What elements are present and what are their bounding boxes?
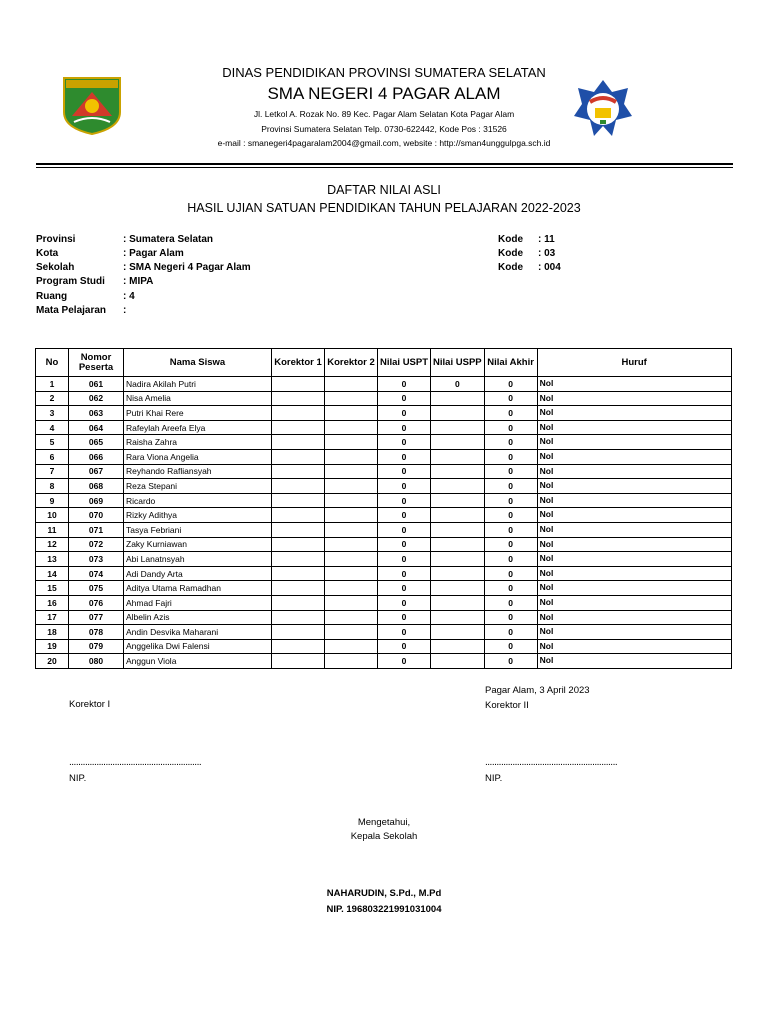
cell-nilai-uspt: 0: [378, 537, 431, 552]
table-row: [36, 552, 732, 567]
cell-nilai-uspp: [431, 479, 485, 494]
cell-korektor-1: [272, 449, 325, 464]
cell-korektor-2: [325, 377, 378, 392]
cell-huruf: Nol: [537, 639, 731, 654]
principal-name: NAHARUDIN, S.Pd., M.Pd: [326, 888, 442, 899]
address-line: Jl. Letkol A. Rozak No. 89 Kec. Pagar Alam Selatan Kota Pagar Alam: [253, 109, 515, 119]
cell-no: 19: [36, 639, 69, 654]
cell-nomor-peserta: 071: [69, 522, 124, 537]
cell-korektor-2: [325, 552, 378, 567]
info-value: : SMA Negeri 4 Pagar Alam: [123, 262, 251, 273]
cell-korektor-2: [325, 464, 378, 479]
col-header-nilai-uspt: Nilai USPT: [378, 349, 431, 377]
cell-nilai-uspt: 0: [378, 479, 431, 494]
table-row: [36, 377, 732, 392]
cell-no: 11: [36, 522, 69, 537]
cell-nilai-uspt: 0: [378, 435, 431, 450]
cell-korektor-1: [272, 595, 325, 610]
cell-korektor-1: [272, 508, 325, 523]
kode-row: [0, 248, 768, 261]
cell-nama-siswa: Rafeylah Areefa Elya: [124, 420, 272, 435]
korektor-1-label: Korektor I: [69, 699, 111, 710]
cell-nomor-peserta: 064: [69, 420, 124, 435]
cell-huruf: Nol: [537, 449, 731, 464]
cell-nomor-peserta: 073: [69, 552, 124, 567]
kode-value: : 11: [538, 234, 555, 245]
cell-korektor-1: [272, 377, 325, 392]
table-row: [36, 479, 732, 494]
cell-nama-siswa: Raisha Zahra: [124, 435, 272, 450]
cell-nama-siswa: Rara Viona Angelia: [124, 449, 272, 464]
cell-nama-siswa: Ahmad Fajri: [124, 595, 272, 610]
cell-nilai-uspp: [431, 610, 485, 625]
cell-nilai-uspp: [431, 537, 485, 552]
info-label: Mata Pelajaran: [36, 305, 107, 316]
cell-nama-siswa: Nisa Amelia: [124, 391, 272, 406]
grades-table: [35, 348, 732, 669]
cell-nilai-akhir: 0: [484, 581, 537, 596]
cell-nomor-peserta: 079: [69, 639, 124, 654]
cell-nama-siswa: Anggelika Dwi Falensi: [124, 639, 272, 654]
office-name: DINAS PENDIDIKAN PROVINSI SUMATERA SELATAN: [222, 65, 546, 80]
cell-huruf: Nol: [537, 610, 731, 625]
cell-nama-siswa: Reyhando Rafliansyah: [124, 464, 272, 479]
cell-nilai-akhir: 0: [484, 508, 537, 523]
cell-huruf: Nol: [537, 654, 731, 669]
cell-nomor-peserta: 067: [69, 464, 124, 479]
mengetahui-label: Mengetahui,: [357, 817, 411, 828]
cell-nilai-akhir: 0: [484, 595, 537, 610]
cell-nomor-peserta: 068: [69, 479, 124, 494]
cell-nama-siswa: Zaky Kurniawan: [124, 537, 272, 552]
cell-korektor-1: [272, 610, 325, 625]
col-header-nilai-akhir: Nilai Akhir: [484, 349, 537, 377]
cell-korektor-2: [325, 566, 378, 581]
info-value: :: [123, 305, 127, 316]
header-rule-thin: [36, 167, 733, 168]
table-row: [36, 420, 732, 435]
kode-value: : 03: [538, 248, 556, 259]
cell-nilai-uspp: [431, 522, 485, 537]
cell-nilai-akhir: 0: [484, 522, 537, 537]
info-label: Kota: [36, 248, 59, 259]
info-label: Ruang: [36, 291, 68, 302]
cell-korektor-2: [325, 639, 378, 654]
cell-korektor-1: [272, 537, 325, 552]
table-row: [36, 522, 732, 537]
school-name: SMA NEGERI 4 PAGAR ALAM: [267, 84, 501, 103]
cell-nilai-akhir: 0: [484, 610, 537, 625]
cell-nilai-uspt: 0: [378, 581, 431, 596]
cell-nama-siswa: Rizky Adithya: [124, 508, 272, 523]
col-header-no: No: [36, 349, 69, 377]
cell-nomor-peserta: 062: [69, 391, 124, 406]
cell-nilai-akhir: 0: [484, 464, 537, 479]
cell-huruf: Nol: [537, 595, 731, 610]
cell-nilai-uspp: [431, 508, 485, 523]
cell-huruf: Nol: [537, 377, 731, 392]
cell-nama-siswa: Reza Stepani: [124, 479, 272, 494]
cell-no: 20: [36, 654, 69, 669]
korektor-2-signature-line: ..........................................................: [485, 757, 618, 768]
cell-no: 13: [36, 552, 69, 567]
table-row: [36, 581, 732, 596]
table-header-row: [36, 349, 732, 377]
cell-nama-siswa: Adi Dandy Arta: [124, 566, 272, 581]
info-value: : Pagar Alam: [123, 248, 184, 259]
cell-nilai-uspp: [431, 391, 485, 406]
cell-nilai-uspp: [431, 449, 485, 464]
cell-nilai-akhir: 0: [484, 537, 537, 552]
info-label: Sekolah: [36, 262, 75, 273]
cell-nilai-uspt: 0: [378, 420, 431, 435]
cell-nomor-peserta: 066: [69, 449, 124, 464]
col-header-nilai-uspp: Nilai USPP: [431, 349, 485, 377]
cell-nilai-uspp: [431, 595, 485, 610]
cell-huruf: Nol: [537, 522, 731, 537]
cell-nilai-uspp: [431, 406, 485, 421]
cell-nama-siswa: Aditya Utama Ramadhan: [124, 581, 272, 596]
cell-huruf: Nol: [537, 625, 731, 640]
email-line: e-mail : smanegeri4pagaralam2004@gmail.com, website : http://sman4unggulpga.sch.id: [217, 138, 551, 148]
cell-nama-siswa: Albelin Azis: [124, 610, 272, 625]
cell-no: 1: [36, 377, 69, 392]
cell-no: 15: [36, 581, 69, 596]
info-value: : 4: [123, 291, 135, 302]
cell-korektor-2: [325, 610, 378, 625]
cell-nilai-uspp: [431, 420, 485, 435]
cell-huruf: Nol: [537, 406, 731, 421]
cell-nilai-uspp: [431, 566, 485, 581]
cell-nilai-uspt: 0: [378, 508, 431, 523]
cell-nama-siswa: Andin Desvika Maharani: [124, 625, 272, 640]
korektor-2-label: Korektor II: [485, 700, 529, 711]
cell-nilai-akhir: 0: [484, 435, 537, 450]
cell-nilai-akhir: 0: [484, 493, 537, 508]
header-rule: [36, 163, 733, 165]
kode-label: Kode: [498, 248, 523, 259]
cell-korektor-1: [272, 522, 325, 537]
cell-nama-siswa: Ricardo: [124, 493, 272, 508]
table-row: [36, 595, 732, 610]
cell-nilai-uspt: 0: [378, 552, 431, 567]
korektor-2-nip: NIP.: [485, 773, 503, 784]
cell-nilai-uspp: [431, 581, 485, 596]
cell-korektor-2: [325, 625, 378, 640]
cell-nomor-peserta: 070: [69, 508, 124, 523]
table-row: [36, 493, 732, 508]
cell-korektor-1: [272, 391, 325, 406]
cell-nilai-uspt: 0: [378, 377, 431, 392]
cell-nilai-uspp: [431, 654, 485, 669]
korektor-1-nip: NIP.: [69, 773, 87, 784]
kode-value: : 004: [538, 262, 561, 273]
cell-nomor-peserta: 061: [69, 377, 124, 392]
cell-no: 5: [36, 435, 69, 450]
cell-korektor-1: [272, 406, 325, 421]
kode-label: Kode: [498, 262, 523, 273]
document-title: DAFTAR NILAI ASLI: [327, 183, 441, 197]
cell-nilai-uspp: [431, 625, 485, 640]
cell-nilai-akhir: 0: [484, 377, 537, 392]
cell-nomor-peserta: 069: [69, 493, 124, 508]
cell-nilai-uspt: 0: [378, 639, 431, 654]
cell-korektor-2: [325, 522, 378, 537]
cell-korektor-2: [325, 479, 378, 494]
document-subtitle: HASIL UJIAN SATUAN PENDIDIKAN TAHUN PELAJARAN 2022-2023: [187, 201, 581, 215]
cell-nama-siswa: Abi Lanatnsyah: [124, 552, 272, 567]
kepala-sekolah-label: Kepala Sekolah: [350, 831, 418, 842]
cell-korektor-2: [325, 508, 378, 523]
cell-korektor-2: [325, 654, 378, 669]
table-row: [36, 654, 732, 669]
cell-nilai-uspt: 0: [378, 522, 431, 537]
cell-huruf: Nol: [537, 508, 731, 523]
table-row: [36, 639, 732, 654]
cell-no: 9: [36, 493, 69, 508]
cell-nomor-peserta: 076: [69, 595, 124, 610]
table-row: [36, 566, 732, 581]
cell-nilai-uspt: 0: [378, 595, 431, 610]
cell-korektor-1: [272, 552, 325, 567]
cell-nomor-peserta: 074: [69, 566, 124, 581]
info-row-mata-pelajaran: [0, 305, 768, 318]
cell-korektor-1: [272, 625, 325, 640]
cell-nilai-akhir: 0: [484, 566, 537, 581]
cell-nilai-uspt: 0: [378, 391, 431, 406]
col-header-korektor-1: Korektor 1: [272, 349, 325, 377]
cell-huruf: Nol: [537, 566, 731, 581]
place-date: Pagar Alam, 3 April 2023: [485, 685, 590, 696]
cell-nilai-uspt: 0: [378, 654, 431, 669]
cell-nilai-akhir: 0: [484, 654, 537, 669]
cell-nomor-peserta: 075: [69, 581, 124, 596]
cell-nilai-uspp: [431, 639, 485, 654]
cell-nilai-uspp: [431, 435, 485, 450]
cell-korektor-1: [272, 435, 325, 450]
cell-korektor-1: [272, 566, 325, 581]
cell-huruf: Nol: [537, 552, 731, 567]
info-row-ruang: [0, 291, 768, 304]
cell-nilai-akhir: 0: [484, 420, 537, 435]
cell-korektor-1: [272, 479, 325, 494]
info-value: : Sumatera Selatan: [123, 234, 214, 245]
cell-no: 6: [36, 449, 69, 464]
cell-huruf: Nol: [537, 435, 731, 450]
cell-korektor-2: [325, 449, 378, 464]
cell-korektor-1: [272, 581, 325, 596]
kode-label: Kode: [498, 234, 523, 245]
cell-no: 7: [36, 464, 69, 479]
cell-korektor-2: [325, 537, 378, 552]
cell-nomor-peserta: 072: [69, 537, 124, 552]
cell-huruf: Nol: [537, 391, 731, 406]
cell-no: 10: [36, 508, 69, 523]
cell-korektor-2: [325, 435, 378, 450]
cell-nilai-akhir: 0: [484, 552, 537, 567]
cell-nilai-uspt: 0: [378, 464, 431, 479]
info-value: : MIPA: [123, 276, 154, 287]
cell-no: 3: [36, 406, 69, 421]
cell-nilai-akhir: 0: [484, 391, 537, 406]
kode-row: [0, 262, 768, 275]
cell-nomor-peserta: 078: [69, 625, 124, 640]
cell-nama-siswa: Tasya Febriani: [124, 522, 272, 537]
cell-no: 8: [36, 479, 69, 494]
cell-korektor-2: [325, 391, 378, 406]
cell-nilai-uspt: 0: [378, 610, 431, 625]
cell-nilai-uspp: [431, 552, 485, 567]
cell-nama-siswa: Nadira Akilah Putri: [124, 377, 272, 392]
cell-no: 17: [36, 610, 69, 625]
cell-no: 18: [36, 625, 69, 640]
cell-nilai-uspt: 0: [378, 625, 431, 640]
cell-korektor-1: [272, 654, 325, 669]
grades-body: [36, 377, 732, 669]
cell-nilai-uspp: [431, 493, 485, 508]
cell-nilai-uspp: [431, 464, 485, 479]
table-row: [36, 625, 732, 640]
cell-nama-siswa: Anggun Viola: [124, 654, 272, 669]
cell-korektor-1: [272, 420, 325, 435]
cell-huruf: Nol: [537, 581, 731, 596]
cell-huruf: Nol: [537, 479, 731, 494]
table-row: [36, 406, 732, 421]
cell-nilai-akhir: 0: [484, 449, 537, 464]
col-header-nama-siswa: Nama Siswa: [124, 349, 272, 377]
cell-nomor-peserta: 065: [69, 435, 124, 450]
cell-korektor-1: [272, 493, 325, 508]
table-row: [36, 435, 732, 450]
cell-nomor-peserta: 063: [69, 406, 124, 421]
table-row: [36, 610, 732, 625]
info-label: Program Studi: [36, 276, 105, 287]
table-row: [36, 508, 732, 523]
kode-row: [0, 234, 768, 247]
principal-nip: NIP. 196803221991031004: [326, 904, 442, 915]
cell-huruf: Nol: [537, 537, 731, 552]
cell-nilai-akhir: 0: [484, 625, 537, 640]
cell-no: 14: [36, 566, 69, 581]
cell-huruf: Nol: [537, 464, 731, 479]
cell-huruf: Nol: [537, 493, 731, 508]
cell-nilai-uspp: 0: [431, 377, 485, 392]
table-row: [36, 464, 732, 479]
cell-nomor-peserta: 080: [69, 654, 124, 669]
cell-huruf: Nol: [537, 420, 731, 435]
table-row: [36, 449, 732, 464]
cell-korektor-2: [325, 595, 378, 610]
info-label: Provinsi: [36, 234, 76, 245]
info-row-program-studi: [0, 276, 768, 289]
col-header-korektor-2: Korektor 2: [325, 349, 378, 377]
cell-korektor-1: [272, 639, 325, 654]
cell-nomor-peserta: 077: [69, 610, 124, 625]
table-row: [36, 391, 732, 406]
cell-nilai-uspt: 0: [378, 449, 431, 464]
col-header-huruf: Huruf: [537, 349, 731, 377]
cell-nilai-uspt: 0: [378, 406, 431, 421]
cell-nilai-uspt: 0: [378, 566, 431, 581]
cell-no: 12: [36, 537, 69, 552]
cell-nilai-uspt: 0: [378, 493, 431, 508]
cell-no: 16: [36, 595, 69, 610]
cell-nilai-akhir: 0: [484, 639, 537, 654]
cell-korektor-1: [272, 464, 325, 479]
cell-no: 4: [36, 420, 69, 435]
cell-korektor-2: [325, 581, 378, 596]
korektor-1-signature-line: ..........................................................: [69, 757, 202, 768]
cell-korektor-2: [325, 420, 378, 435]
cell-nama-siswa: Putri Khai Rere: [124, 406, 272, 421]
cell-korektor-2: [325, 406, 378, 421]
col-header-nomor-peserta: Nomor Peserta: [69, 349, 124, 377]
cell-korektor-2: [325, 493, 378, 508]
table-row: [36, 537, 732, 552]
cell-nilai-akhir: 0: [484, 479, 537, 494]
contact-line: Provinsi Sumatera Selatan Telp. 0730-622442, Kode Pos : 31526: [261, 124, 507, 134]
cell-no: 2: [36, 391, 69, 406]
cell-nilai-akhir: 0: [484, 406, 537, 421]
